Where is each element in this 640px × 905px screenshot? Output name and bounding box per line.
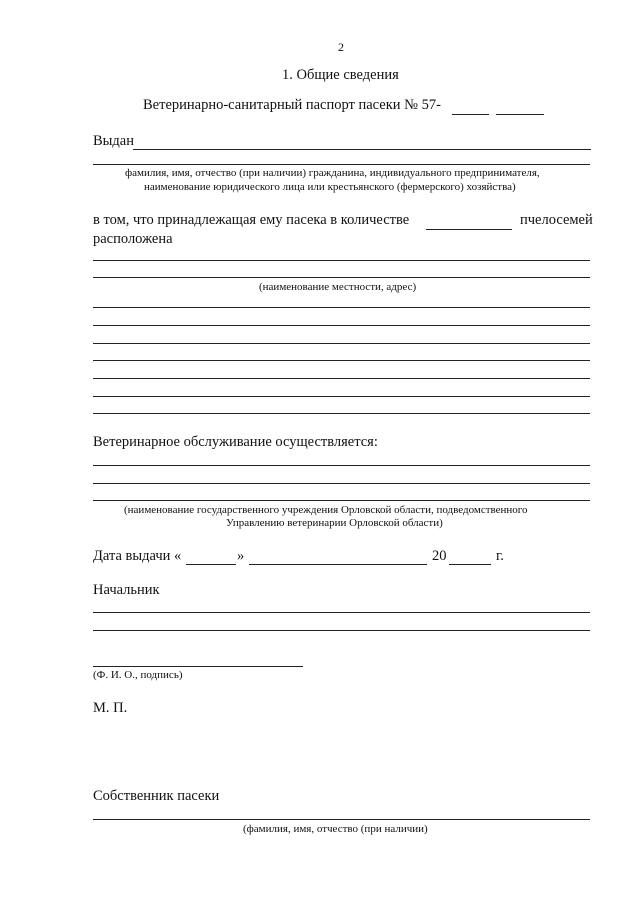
issued-caption-2: наименование юридического лица или крестьянского (фермерского) хозяйства) [144,181,516,193]
chief-line-1[interactable] [93,612,590,613]
vet-service-line-3[interactable] [93,500,590,501]
issue-year-line[interactable] [449,564,491,565]
issued-to-line-2[interactable] [93,164,590,165]
apiary-text-2: расположена [93,231,173,247]
signature-line[interactable] [93,666,303,667]
chief-label: Начальник [93,582,160,598]
owner-label: Собственник пасеки [93,788,220,804]
issue-year-prefix: 20 [432,548,447,564]
passport-number-line-2[interactable] [496,114,544,115]
chief-line-2[interactable] [93,630,590,631]
vet-service-line-2[interactable] [93,483,590,484]
page-number: 2 [338,40,344,54]
issue-date-label: Дата выдачи « [93,548,182,564]
location-line-9[interactable] [93,413,590,414]
passport-title: Ветеринарно-санитарный паспорт пасеки № 57- [143,97,441,113]
issue-year-suffix: г. [496,548,504,564]
issue-date-quote-close: » [237,548,245,564]
issued-to-line[interactable] [133,149,591,150]
passport-number-line-1[interactable] [452,114,489,115]
owner-caption: (фамилия, имя, отчество (при наличии) [243,823,428,835]
owner-line[interactable] [93,819,590,820]
location-line-1[interactable] [93,260,590,261]
stamp-label: М. П. [93,700,128,716]
location-line-6[interactable] [93,360,590,361]
section-title: 1. Общие сведения [282,67,399,83]
location-caption: (наименование местности, адрес) [259,281,417,293]
issue-month-line[interactable] [249,564,427,565]
vet-caption-2: Управлению ветеринарии Орловской области) [226,517,443,529]
issued-label: Выдан [93,133,134,149]
signature-caption: (Ф. И. О., подпись) [93,669,183,681]
location-line-4[interactable] [93,325,590,326]
location-line-3[interactable] [93,307,590,308]
vet-service-label: Ветеринарное обслуживание осуществляется: [93,434,378,450]
apiary-text-families: пчелосемей [520,212,593,228]
apiary-text-1: в том, что принадлежащая ему пасека в количестве [93,212,410,228]
vet-caption-1: (наименование государственного учреждения Орловской области, подведомственного [124,504,528,516]
issued-caption-1: фамилия, имя, отчество (при наличии) гражданина, индивидуального предпринимателя, [125,167,540,179]
location-line-5[interactable] [93,343,590,344]
issue-day-line[interactable] [186,564,236,565]
bee-families-count-line[interactable] [426,229,512,230]
location-line-7[interactable] [93,378,590,379]
vet-service-line-1[interactable] [93,465,590,466]
location-line-8[interactable] [93,396,590,397]
location-line-2[interactable] [93,277,590,278]
